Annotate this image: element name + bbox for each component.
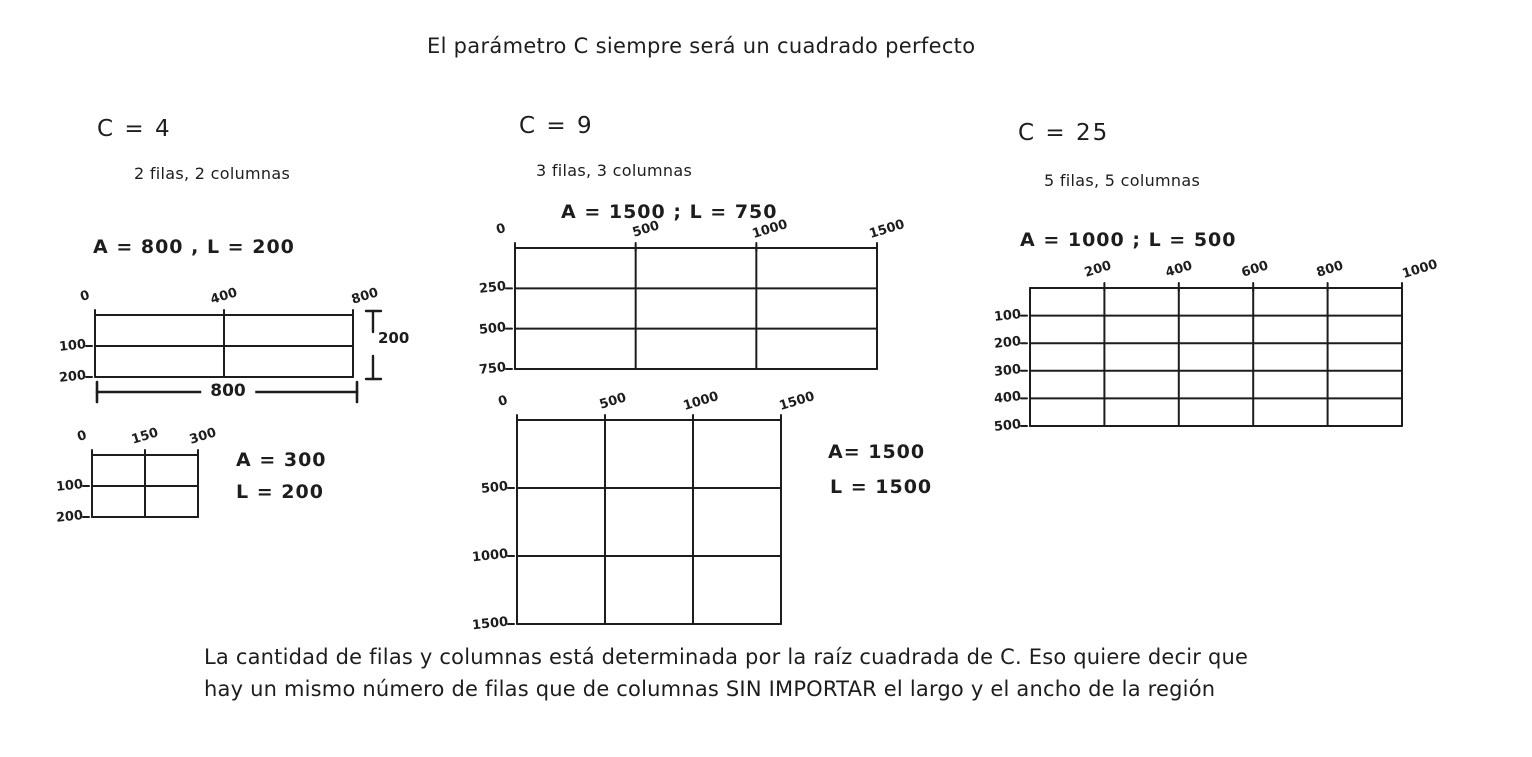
axis-tick-label: 1500 [777,389,817,414]
grid-c4-small-2x2 [55,425,219,526]
height-dimension-label: 200 [378,329,410,347]
axis-tick-label: 1000 [750,217,790,242]
section-c9-heading: C = 9 [519,113,594,139]
axis-tick-label: 200 [58,368,87,386]
axis-tick-label: 400 [993,389,1022,408]
example2-length-label: L = 1500 [830,476,933,498]
grid-c9-wide-3x3 [478,217,907,378]
axis-tick-label: 1000 [681,389,721,414]
section-c4-subheading: 2 filas, 2 columnas [134,164,291,183]
axis-tick-label: 500 [993,417,1022,435]
footer-explanation-line2: hay un mismo número de filas que de columnas SIN IMPORTAR el largo y el ancho de la región [204,677,1216,701]
axis-tick-label: 500 [597,390,629,413]
example2-area-label: A= 1500 [828,441,926,463]
height-dimension-bracket [362,308,410,382]
axis-tick-label: 1000 [1400,257,1440,282]
axis-tick-label: 150 [129,425,161,448]
section-c4-heading: C = 4 [97,116,172,142]
axis-tick-label: 500 [478,319,507,338]
axis-tick-label: 0 [78,288,92,305]
axis-tick-label: 100 [58,337,87,355]
axis-tick-label: 600 [1240,258,1271,281]
grid-c9-square-3x3 [471,389,817,634]
axis-tick-label: 800 [349,285,381,308]
width-dimension-label: 800 [201,381,255,401]
axis-tick-label: 800 [1314,258,1345,281]
grid-c4-large-2x2 [58,285,381,386]
axis-tick-label: 500 [480,479,509,497]
axis-tick-label: 300 [187,425,219,448]
axis-tick-label: 400 [208,285,240,308]
footer-explanation-line1: La cantidad de filas y columnas está determinada por la raíz cuadrada de C. Eso quiere decir que [204,645,1249,669]
axis-tick-label: 1500 [471,614,509,634]
axis-tick-label: 250 [478,279,507,298]
axis-tick-label: 200 [1083,258,1114,281]
axis-tick-label: 100 [55,477,84,495]
example2-length-label: L = 200 [236,481,324,503]
section-c4-dimensions-note: A = 800 , L = 200 [93,236,295,258]
width-dimension-bracket [93,379,363,405]
axis-tick-label: 0 [494,221,508,238]
axis-tick-label: 500 [630,218,661,241]
section-c25-dimensions-note: A = 1000 ; L = 500 [1020,229,1237,251]
section-c25-heading: C = 25 [1018,120,1110,146]
page-title: El parámetro C siempre será un cuadrado perfecto [427,34,976,58]
axis-tick-label: 100 [993,306,1022,325]
axis-tick-label: 300 [993,361,1022,380]
axis-tick-label: 1000 [471,546,509,566]
axis-tick-label: 0 [496,393,510,410]
axis-tick-label: 400 [1163,258,1194,281]
axis-tick-label: 0 [75,428,89,445]
grid-c25-5x5 [993,257,1440,435]
axis-tick-label: 200 [993,334,1022,353]
axis-tick-label: 750 [478,360,507,378]
axis-tick-label: 1500 [867,217,907,242]
section-c9-dimensions-note: A = 1500 ; L = 750 [561,201,778,223]
section-c9-subheading: 3 filas, 3 columnas [536,161,693,180]
axis-tick-label: 200 [55,508,84,526]
example2-area-label: A = 300 [236,449,327,471]
section-c25-subheading: 5 filas, 5 columnas [1044,171,1201,190]
